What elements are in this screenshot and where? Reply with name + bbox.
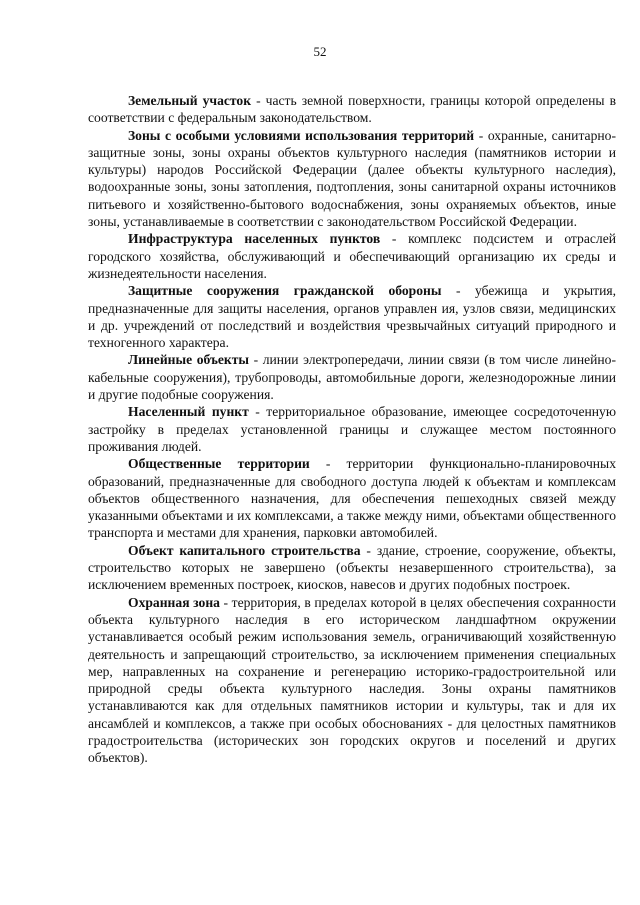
definition-text: - территории функционально-планировочных образований, предназначенные для свободного доступа людей к объектам и комплексам объектов общественного назначения, для обеспечения пешеходных связей между указанными объектами и их комплексами, а также между ними, объектами общественного транспорта и местами для хранения, парковки автомобилей. xyxy=(88,456,616,541)
definition-text: - территория, в пределах которой в целях обеспечения сохранности объекта культурного наследия в его историческом ландшафтном окружении устанавливается особый режим использования земель, ограничивающий хозяйственную деятельность и запрещающий строительство, за исключением применения специальных мер, направленных на сохранение и регенерацию историко-градостроительной или природной среды объекта культурного наследия. Зоны охраны памятников устанавливаются как для отдельных памятников истории и культуры, так и для их ансамблей и комплексов, а также при особых обоснованиях - для целостных памятников градостроительства (исторических зон городских округов и поселений и других объектов). xyxy=(88,594,616,766)
definition-entry xyxy=(88,542,616,594)
definition-entry xyxy=(88,127,616,231)
definition-text: - убежища и укрытия, предназначенные для защиты населения, органов управлен ия, узлов связи, медицинских и др. учреждений от последствий и воздействия чрезвычайных ситуаций природного и техногенного характера. xyxy=(88,283,616,351)
definition-text: - охранные, санитарно-защитные зоны, зоны охраны объектов культурного наследия (памятников истории и культуры) народов Российской Федерации (далее объекты культурного наследия), водоохранные зоны, зоны затопления, подтопления, зоны санитарной охраны источников питьевого и хозяйственно-бытового водоснабжения, зоны охраняемых объектов, иные зоны, устанавливаемые в соответствии с законодательством Российской Федерации. xyxy=(88,127,616,230)
definition-term: Защитные сооружения гражданской обороны xyxy=(128,283,442,299)
definition-entry xyxy=(88,230,616,282)
definition-term: Объект капитального строительства xyxy=(128,542,361,558)
definitions-list xyxy=(88,92,616,767)
definition-entry xyxy=(88,594,616,767)
definition-text: - здание, строение, сооружение, объекты, строительство которых не завершено (объекты незавершенного строительства), за исключением временных построек, киосков, навесов и других подобных построек. xyxy=(88,542,616,593)
definition-text: - территориальное образование, имеющее сосредоточенную застройку в пределах установленной границы и служащее местом постоянного проживания людей. xyxy=(88,404,616,454)
definition-term: Инфраструктура населенных пунктов xyxy=(128,231,381,247)
definition-term: Линейные объекты xyxy=(128,352,250,368)
definition-text: - часть земной поверхности, границы которой определены в соответствии с федеральным законодательством. xyxy=(88,93,616,126)
definition-entry xyxy=(88,351,616,403)
definition-term: Земельный участок xyxy=(128,93,252,108)
definition-entry xyxy=(88,455,616,541)
definition-term: Охранная зона xyxy=(128,594,220,610)
definition-entry xyxy=(88,403,616,455)
definition-text: - линии электропередачи, линии связи (в том числе линейно-кабельные сооружения), трубопроводы, автомобильные дороги, железнодорожные линии и другие подобные сооружения. xyxy=(88,352,616,403)
definition-entry xyxy=(88,282,616,351)
definition-text: - комплекс подсистем и отраслей городского хозяйства, обслуживающий и обеспечивающий организацию их среды и жизнедеятельности населения. xyxy=(88,231,616,281)
definition-term: Общественные территории xyxy=(128,456,310,472)
page-number: 52 xyxy=(313,44,327,59)
definition-term: Зоны с особыми условиями использования территорий xyxy=(128,127,475,143)
definition-entry xyxy=(88,92,616,127)
definition-term: Населенный пункт xyxy=(128,404,249,420)
